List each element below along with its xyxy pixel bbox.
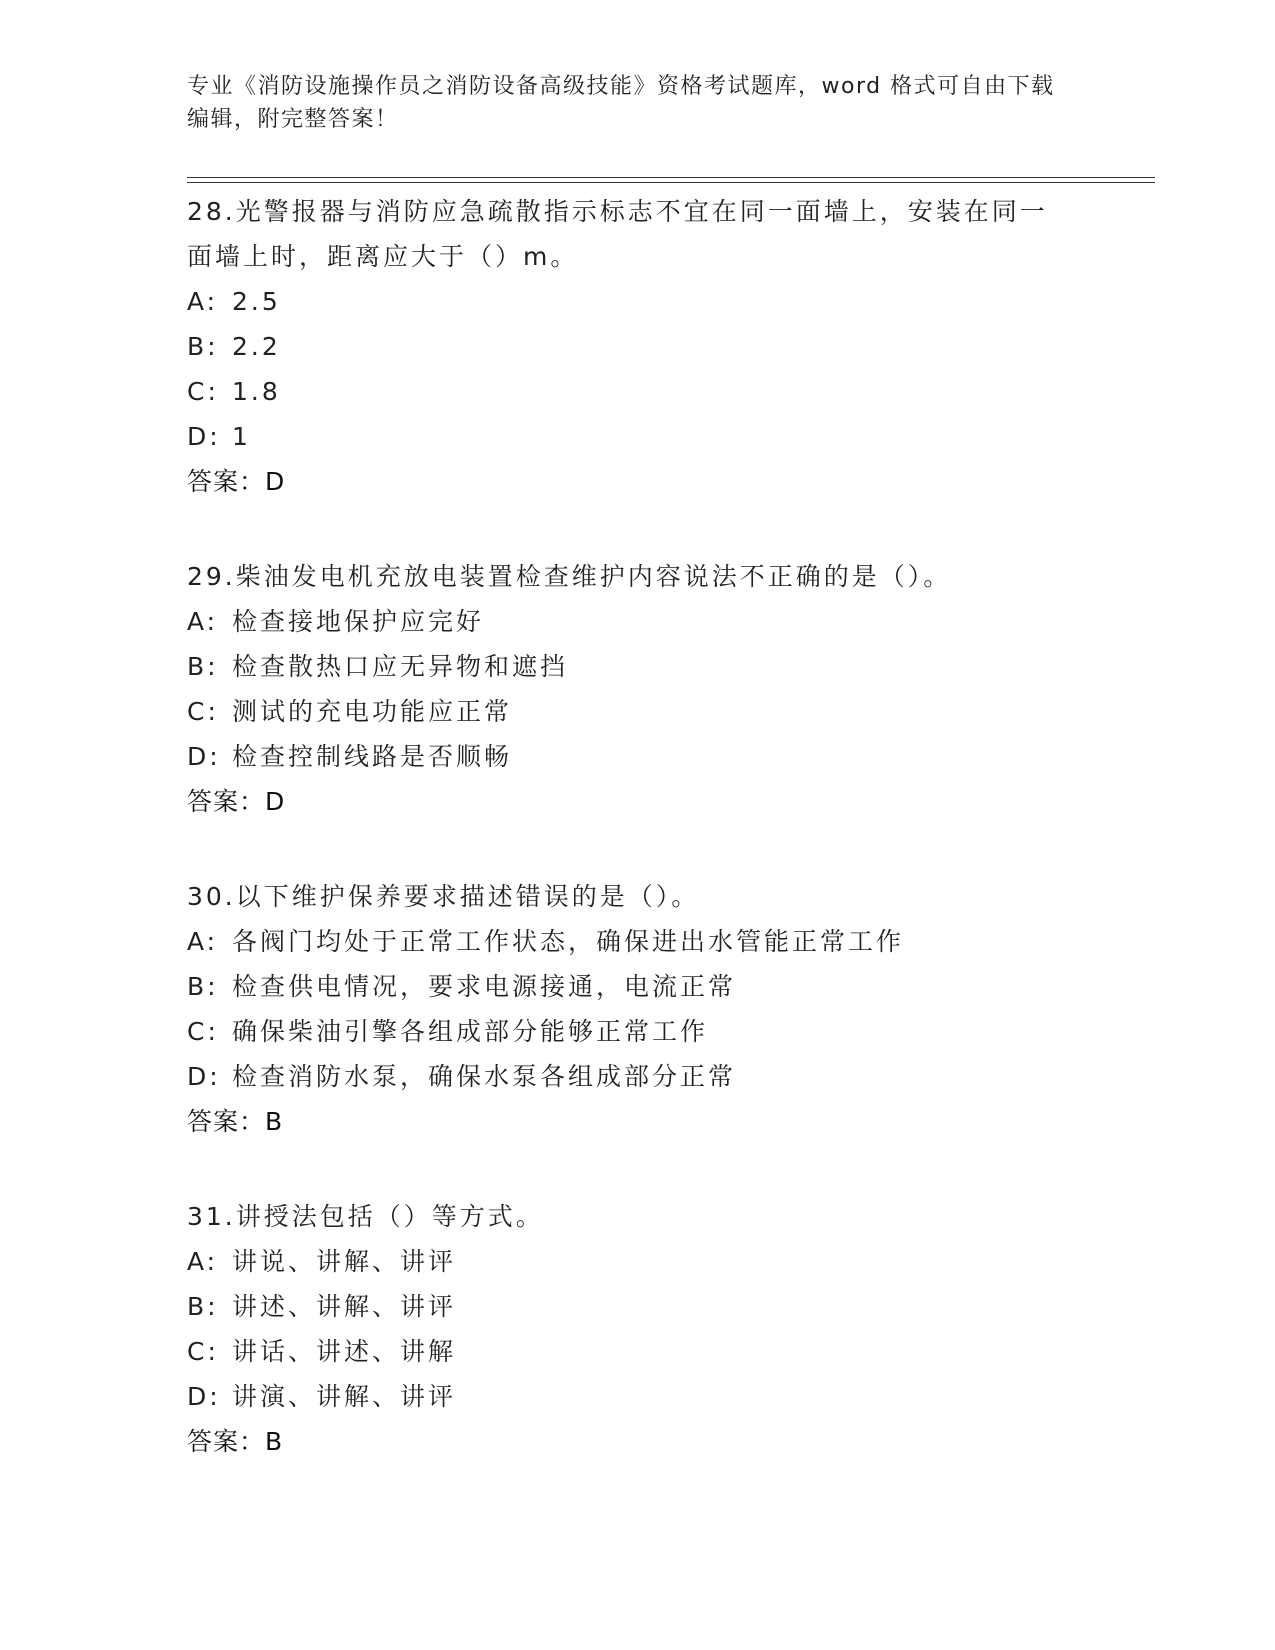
question-stem: 28.光警报器与消防应急疏散指示标志不宜在同一面墙上，安装在同一面墙上时，距离应大于（）m。 (187, 197, 1048, 271)
answer-line: 答案：D (187, 467, 286, 496)
answer-line: 答案：B (187, 1427, 284, 1456)
question-30 (187, 874, 1087, 1144)
option-letter: C: (187, 1337, 219, 1366)
option-letter: A: (187, 607, 219, 636)
question-stem: 30.以下维护保养要求描述错误的是（）。 (187, 882, 700, 911)
option-text: 检查控制线路是否顺畅 (232, 742, 513, 771)
option-text: 讲演、讲解、讲评 (232, 1382, 457, 1411)
question-stem: 31.讲授法包括（）等方式。 (187, 1202, 544, 1231)
option-letter: D: (187, 1382, 221, 1411)
option-c (187, 689, 1087, 734)
option-d (187, 734, 1087, 779)
option-d (187, 1054, 1087, 1099)
option-letter: D: (187, 742, 221, 771)
option-text: 确保柴油引擎各组成部分能够正常工作 (232, 1017, 709, 1046)
document-header: 专业《消防设施操作员之消防设备高级技能》资格考试题库，word 格式可自由下载编辑，附完整答案！ (187, 74, 1055, 132)
option-text: 2.5 (232, 287, 281, 316)
option-letter: A: (187, 927, 219, 956)
option-letter: B: (187, 332, 219, 361)
option-letter: D: (187, 422, 221, 451)
option-text: 检查消防水泵，确保水泵各组成部分正常 (232, 1062, 737, 1091)
option-a (187, 919, 1087, 964)
option-text: 1.8 (232, 377, 281, 406)
option-b (187, 324, 1087, 369)
option-c (187, 369, 1087, 414)
option-b (187, 1284, 1087, 1329)
option-letter: B: (187, 972, 219, 1001)
header-divider-bottom (187, 182, 1155, 183)
option-a (187, 279, 1087, 324)
header-divider-top (187, 177, 1155, 178)
option-d (187, 1374, 1087, 1419)
option-c (187, 1009, 1087, 1054)
option-a (187, 1239, 1087, 1284)
option-letter: A: (187, 1247, 219, 1276)
option-letter: C: (187, 377, 219, 406)
option-letter: A: (187, 287, 219, 316)
option-c (187, 1329, 1087, 1374)
question-29 (187, 554, 1087, 824)
option-text: 1 (232, 422, 251, 451)
option-text: 讲述、讲解、讲评 (232, 1292, 457, 1321)
option-text: 测试的充电功能应正常 (232, 697, 513, 726)
option-b (187, 964, 1087, 1009)
answer-line: 答案：B (187, 1107, 284, 1136)
option-b (187, 644, 1087, 689)
option-text: 检查供电情况，要求电源接通，电流正常 (232, 972, 737, 1001)
answer-line: 答案：D (187, 787, 286, 816)
question-31 (187, 1194, 1087, 1464)
question-stem: 29.柴油发电机充放电装置检查维护内容说法不正确的是（）。 (187, 562, 952, 591)
option-text: 检查接地保护应完好 (232, 607, 485, 636)
option-text: 讲话、讲述、讲解 (232, 1337, 457, 1366)
option-letter: C: (187, 1017, 219, 1046)
option-letter: B: (187, 1292, 219, 1321)
option-text: 检查散热口应无异物和遮挡 (232, 652, 569, 681)
option-text: 讲说、讲解、讲评 (232, 1247, 457, 1276)
question-28 (187, 189, 1087, 504)
option-letter: D: (187, 1062, 221, 1091)
option-text: 2.2 (232, 332, 281, 361)
option-letter: C: (187, 697, 219, 726)
option-letter: B: (187, 652, 219, 681)
question-list (187, 189, 1087, 1514)
option-d (187, 414, 1087, 459)
option-text: 各阀门均处于正常工作状态，确保进出水管能正常工作 (232, 927, 905, 956)
option-a (187, 599, 1087, 644)
